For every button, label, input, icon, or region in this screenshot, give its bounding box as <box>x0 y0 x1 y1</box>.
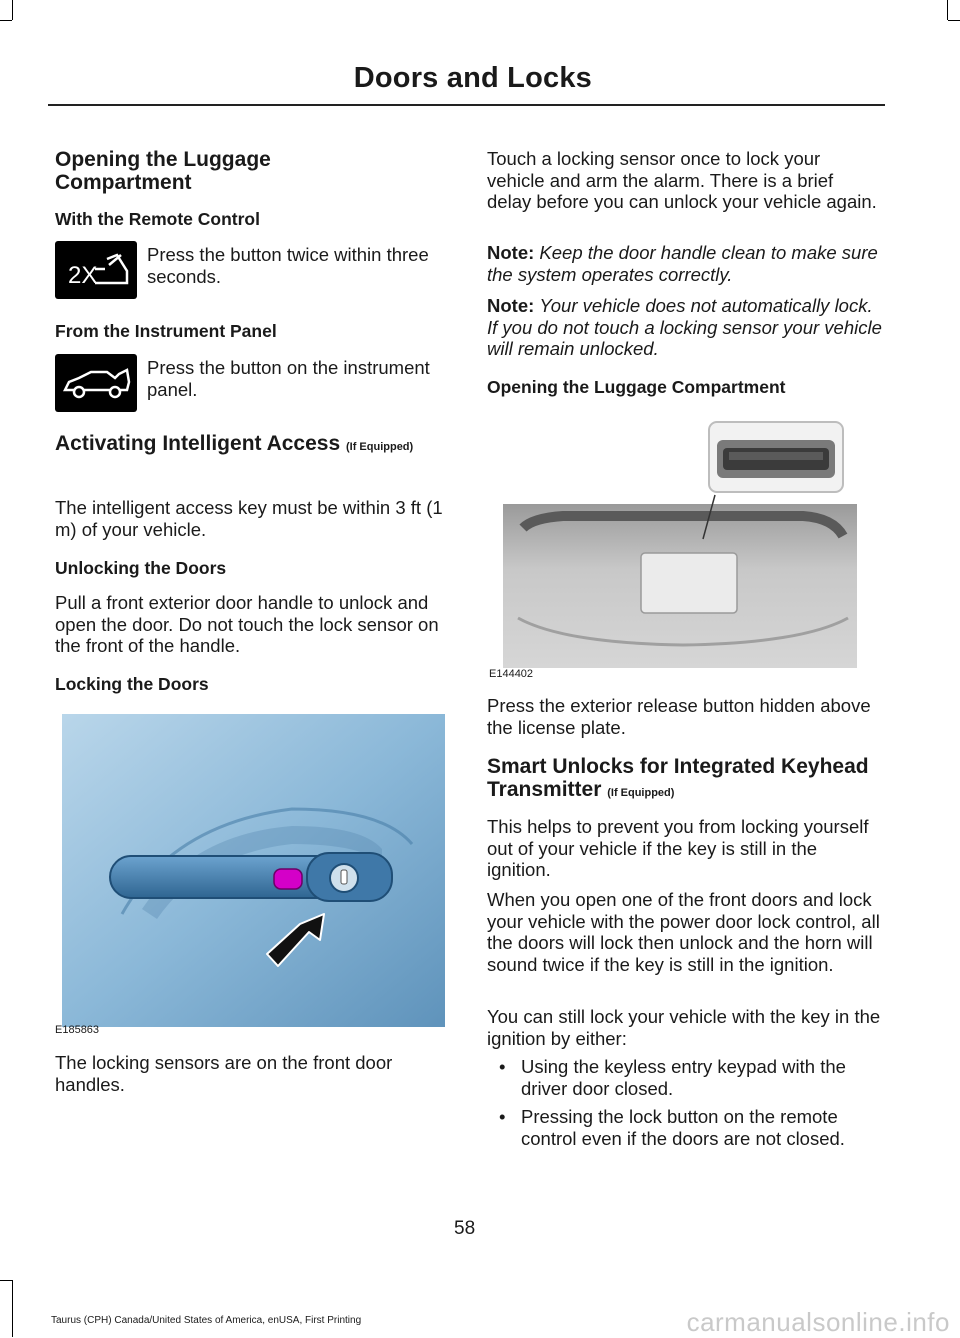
list-item: • Pressing the lock button on the remote control even if the doors are not closed. <box>487 1106 882 1149</box>
icon-2x-label: 2X <box>68 262 98 289</box>
panel-text: Press the button on the instrument panel. <box>147 357 430 400</box>
intelligent-access-title: Activating Intelligent Access <box>55 432 341 455</box>
touch-sensor-text: Touch a locking sensor once to lock your vehicle and arm the alarm. There is a brief delay before you can unlock your vehicle again. <box>487 148 877 212</box>
smart-paragraph-2: When you open one of the front doors and lock your vehicle with the power door lock control, all the doors will lock then unlock and the horn will sound twice if the key is still in the ignition. <box>487 889 880 975</box>
crop-mark <box>12 1280 13 1337</box>
unlock-heading: Unlocking the Doors <box>55 558 227 578</box>
note-text: Keep the door handle clean to make sure the system operates correctly. <box>487 242 878 285</box>
note-label: Note: <box>487 242 535 263</box>
trunk-release-figure <box>503 418 858 668</box>
crop-mark <box>948 20 960 21</box>
unlock-text: Pull a front exterior door handle to unlock and open the door. Do not touch the lock sensor on the front of the handle. <box>55 592 439 656</box>
page-title: Doors and Locks <box>353 62 592 94</box>
note-label: Note: <box>487 295 535 316</box>
section-title-luggage: Opening the Luggage Compartment <box>55 148 271 194</box>
header-rule <box>48 104 885 106</box>
trunk-open-car-icon <box>55 354 137 412</box>
list-item: • Using the keyless entry keypad with the driver door closed. <box>487 1056 882 1099</box>
lock-heading: Locking the Doors <box>55 674 209 694</box>
smart-unlocks-title: Smart Unlocks for Integrated Keyhead Transmitter <box>487 755 869 801</box>
trunk-2x-icon <box>55 241 137 299</box>
watermark: carmanualsonline.info <box>686 1307 950 1337</box>
figure-id-e144402: E144402 <box>489 668 534 680</box>
door-handle-figure <box>62 714 445 1027</box>
note-keep-clean <box>487 242 882 285</box>
left-column <box>55 148 450 194</box>
section-title-intelligent-access <box>55 432 445 459</box>
smart-paragraph-1: This helps to prevent you from locking yourself out of your vehicle if the key is still in the ignition. <box>487 816 869 880</box>
right-column <box>487 148 882 213</box>
remote-text: Press the button twice within three seconds. <box>147 244 429 287</box>
if-equipped-note: (If Equipped) <box>345 441 414 453</box>
section-title-smart-unlocks <box>487 755 882 805</box>
figure-id-e185863: E185863 <box>55 1024 100 1036</box>
crop-mark <box>0 1280 12 1281</box>
crop-mark <box>947 0 948 20</box>
figure1-caption: The locking sensors are on the front door handles. <box>55 1052 393 1095</box>
crop-mark <box>12 0 13 20</box>
crop-mark <box>0 20 12 21</box>
if-equipped-note: (If Equipped) <box>607 787 675 799</box>
note-auto-lock <box>487 295 882 360</box>
intelligent-text: The intelligent access key must be within 3 ft (1 m) of your vehicle. <box>55 497 443 540</box>
page-number: 58 <box>454 1218 476 1239</box>
smart-paragraph-3: You can still lock your vehicle with the key in the ignition by either: <box>487 1006 881 1049</box>
note-text: Your vehicle does not automatically lock. If you do not touch a locking sensor your vehicle will remain unlocked. <box>487 295 882 359</box>
publication-info: Taurus (CPH) Canada/United States of America, enUSA, First Printing <box>51 1315 362 1326</box>
panel-heading: From the Instrument Panel <box>55 321 277 341</box>
lock-methods-list <box>487 1056 882 1149</box>
release-text: Press the exterior release button hidden above the license plate. <box>487 695 871 738</box>
remote-heading: With the Remote Control <box>55 209 260 229</box>
luggage-heading: Opening the Luggage Compartment <box>487 377 786 397</box>
